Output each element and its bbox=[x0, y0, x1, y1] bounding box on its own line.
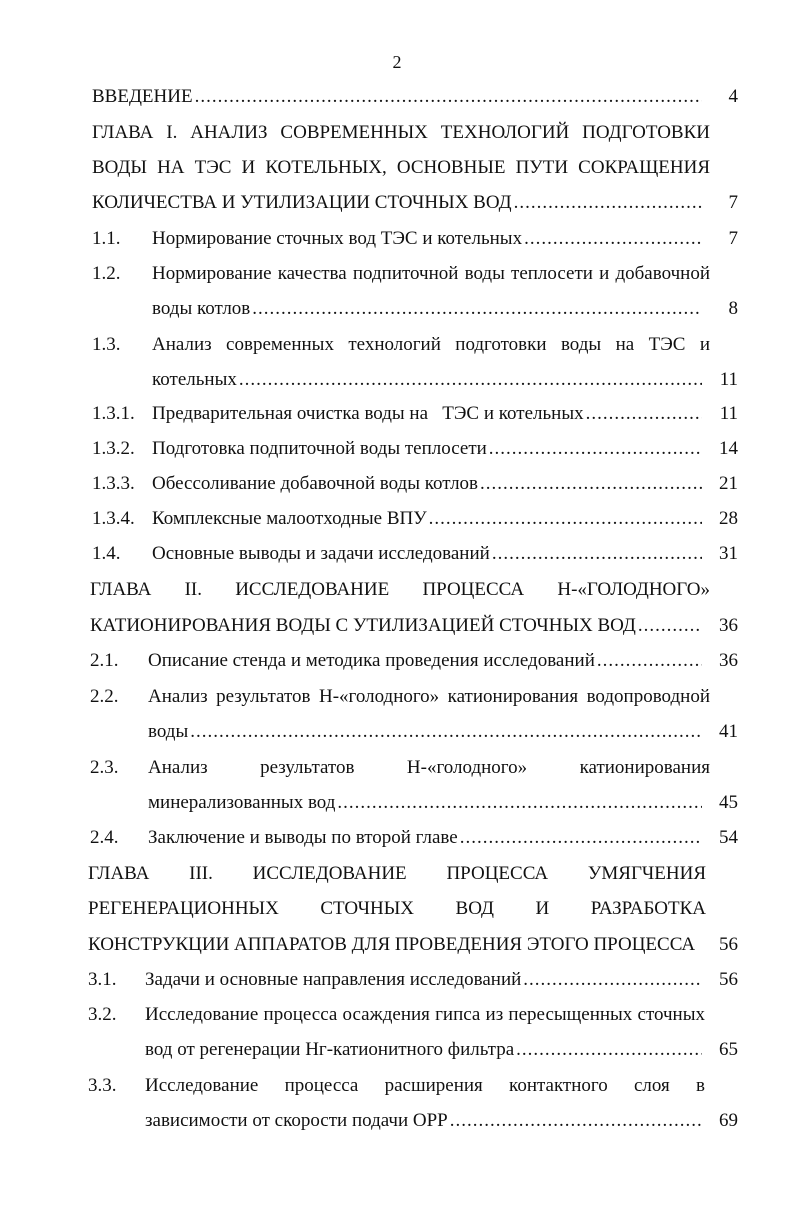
toc-page: 31 bbox=[719, 543, 738, 564]
toc-title: Основные выводы и задачи исследований bbox=[152, 543, 490, 564]
chapter-3-heading-line-1: ГЛАВА III. ИССЛЕДОВАНИЕ ПРОЦЕССА УМЯГЧЕНИЯ bbox=[88, 863, 706, 884]
toc-page: 54 bbox=[719, 827, 738, 848]
toc-entry-2-1[interactable] bbox=[148, 649, 738, 673]
toc-entry-1-4[interactable] bbox=[152, 542, 738, 566]
toc-title: минерализованных вод bbox=[148, 792, 336, 813]
toc-leader bbox=[492, 542, 702, 566]
toc-title: вод от регенерации Нг-катионитного фильтра bbox=[145, 1039, 515, 1060]
toc-number: 3.3. bbox=[88, 1075, 117, 1096]
toc-leader bbox=[460, 826, 702, 850]
toc-leader bbox=[252, 297, 702, 321]
toc-entry-1-2[interactable] bbox=[152, 297, 738, 321]
toc-page: 36 bbox=[719, 650, 738, 671]
toc-leader bbox=[337, 791, 702, 815]
toc-leader bbox=[586, 402, 702, 426]
toc-page: 56 bbox=[719, 969, 738, 990]
toc-entry-3-1[interactable] bbox=[145, 968, 738, 992]
toc-page: 36 bbox=[719, 615, 738, 636]
toc-entry-2-2-line-1: Анализ результатов Н-«голодного» катионирования водопроводной bbox=[148, 686, 710, 707]
toc-number: 2.3. bbox=[90, 757, 119, 778]
toc-title: КАТИОНИРОВАНИЯ ВОДЫ С УТИЛИЗАЦИЕЙ СТОЧНЫХ ВОД bbox=[90, 615, 636, 636]
toc-leader bbox=[450, 1109, 702, 1133]
toc-number: 1.3.4. bbox=[92, 508, 135, 529]
toc-number: 1.2. bbox=[92, 263, 121, 284]
toc-title: ВВЕДЕНИЕ bbox=[92, 86, 193, 107]
toc-number: 2.1. bbox=[90, 650, 119, 671]
toc-number: 1.3.2. bbox=[92, 438, 135, 459]
toc-entry-3-3-line-1: Исследование процесса расширения контактного слоя в bbox=[145, 1075, 705, 1096]
toc-title: Комплексные малоотходные ВПУ bbox=[152, 508, 427, 529]
toc-page: 14 bbox=[719, 438, 738, 459]
toc-page: 69 bbox=[719, 1110, 738, 1131]
toc-entry-chapter-3[interactable] bbox=[88, 933, 738, 957]
toc-entry-1-1[interactable] bbox=[152, 227, 738, 251]
toc-title: воды котлов bbox=[152, 298, 251, 319]
chapter-1-heading-line-1: ГЛАВА I. АНАЛИЗ СОВРЕМЕННЫХ ТЕХНОЛОГИЙ ПОДГОТОВКИ bbox=[92, 122, 710, 143]
toc-entry-1-3-4[interactable] bbox=[152, 507, 738, 531]
toc-title: Обессоливание добавочной воды котлов bbox=[152, 473, 479, 494]
chapter-1-heading-line-2: ВОДЫ НА ТЭС И КОТЕЛЬНЫХ, ОСНОВНЫЕ ПУТИ СОКРАЩЕНИЯ bbox=[92, 157, 710, 178]
toc-leader bbox=[597, 649, 702, 673]
toc-page: 45 bbox=[719, 792, 738, 813]
chapter-2-heading-line-1: ГЛАВА II. ИССЛЕДОВАНИЕ ПРОЦЕССА Н-«ГОЛОДНОГО» bbox=[90, 579, 710, 600]
toc-leader bbox=[638, 614, 702, 638]
toc-title: Заключение и выводы по второй главе bbox=[148, 827, 458, 848]
toc-title: Нормирование сточных вод ТЭС и котельных bbox=[152, 228, 523, 249]
toc-leader bbox=[489, 437, 702, 461]
toc-leader bbox=[524, 227, 702, 251]
toc-title: зависимости от скорости подачи ОРР bbox=[145, 1110, 448, 1131]
toc-page: 11 bbox=[719, 403, 738, 424]
toc-leader bbox=[516, 1038, 702, 1062]
page-number: 2 bbox=[392, 52, 402, 72]
toc-entry-1-3[interactable] bbox=[152, 368, 738, 392]
toc-entry-1-2-line-1: Нормирование качества подпиточной воды теплосети и добавочной bbox=[152, 263, 710, 284]
toc-leader bbox=[195, 85, 702, 109]
toc-number: 3.2. bbox=[88, 1004, 117, 1025]
toc-entry-chapter-2[interactable] bbox=[90, 614, 738, 638]
toc-page: 21 bbox=[719, 473, 738, 494]
toc-entry-3-2[interactable] bbox=[145, 1038, 738, 1062]
toc-leader bbox=[514, 191, 702, 215]
toc-page: 8 bbox=[728, 298, 738, 319]
toc-entry-1-3-line-1: Анализ современных технологий подготовки воды на ТЭС и bbox=[152, 334, 710, 355]
toc-number: 3.1. bbox=[88, 969, 117, 990]
toc-page: 65 bbox=[719, 1039, 738, 1060]
toc-leader bbox=[480, 472, 702, 496]
toc-entry-chapter-1[interactable] bbox=[92, 191, 738, 215]
toc-title: Задачи и основные направления исследований bbox=[145, 969, 522, 990]
toc-title: котельных bbox=[152, 369, 237, 390]
toc-page: 28 bbox=[719, 508, 738, 529]
toc-entry-2-2[interactable] bbox=[148, 720, 738, 744]
toc-number: 1.3.3. bbox=[92, 473, 135, 494]
toc-title: Описание стенда и методика проведения исследований bbox=[148, 650, 595, 671]
toc-leader bbox=[523, 968, 702, 992]
toc-number: 2.2. bbox=[90, 686, 119, 707]
toc-page: 4 bbox=[728, 86, 738, 107]
toc-title: Подготовка подпиточной воды теплосети bbox=[152, 438, 487, 459]
toc-number: 1.3.1. bbox=[92, 403, 135, 424]
toc-number: 1.1. bbox=[92, 228, 121, 249]
toc-page: 7 bbox=[728, 192, 738, 213]
toc-entry-2-4[interactable] bbox=[148, 826, 738, 850]
chapter-3-heading-line-2: РЕГЕНЕРАЦИОННЫХ СТОЧНЫХ ВОД И РАЗРАБОТКА bbox=[88, 898, 706, 919]
toc-number: 1.4. bbox=[92, 543, 121, 564]
toc-title: воды bbox=[148, 721, 189, 742]
toc-page: 56 bbox=[719, 934, 738, 955]
toc-page: 41 bbox=[719, 721, 738, 742]
toc-title: Предварительная очистка воды на ТЭС и котельных bbox=[152, 403, 584, 424]
toc-entry-1-3-1[interactable] bbox=[152, 402, 738, 426]
toc-entry-2-3-line-1: Анализ результатов Н-«голодного» катионирования bbox=[148, 757, 710, 778]
toc-leader bbox=[239, 368, 702, 392]
toc-title: КОНСТРУКЦИИ АППАРАТОВ ДЛЯ ПРОВЕДЕНИЯ ЭТОГО ПРОЦЕССА bbox=[88, 934, 696, 955]
toc-entry-3-3[interactable] bbox=[145, 1109, 738, 1133]
toc-page: 7 bbox=[728, 228, 738, 249]
toc-title: КОЛИЧЕСТВА И УТИЛИЗАЦИИ СТОЧНЫХ ВОД bbox=[92, 192, 512, 213]
toc-entry-2-3[interactable] bbox=[148, 791, 738, 815]
toc-leader bbox=[429, 507, 702, 531]
toc-page: 11 bbox=[719, 369, 738, 390]
toc-number: 1.3. bbox=[92, 334, 121, 355]
toc-entry-3-2-line-1: Исследование процесса осаждения гипса из пересыщенных сточных bbox=[145, 1004, 705, 1025]
toc-entry-1-3-3[interactable] bbox=[152, 472, 738, 496]
toc-entry-intro[interactable] bbox=[92, 85, 738, 109]
toc-entry-1-3-2[interactable] bbox=[152, 437, 738, 461]
toc-number: 2.4. bbox=[90, 827, 119, 848]
toc-leader bbox=[190, 720, 702, 744]
